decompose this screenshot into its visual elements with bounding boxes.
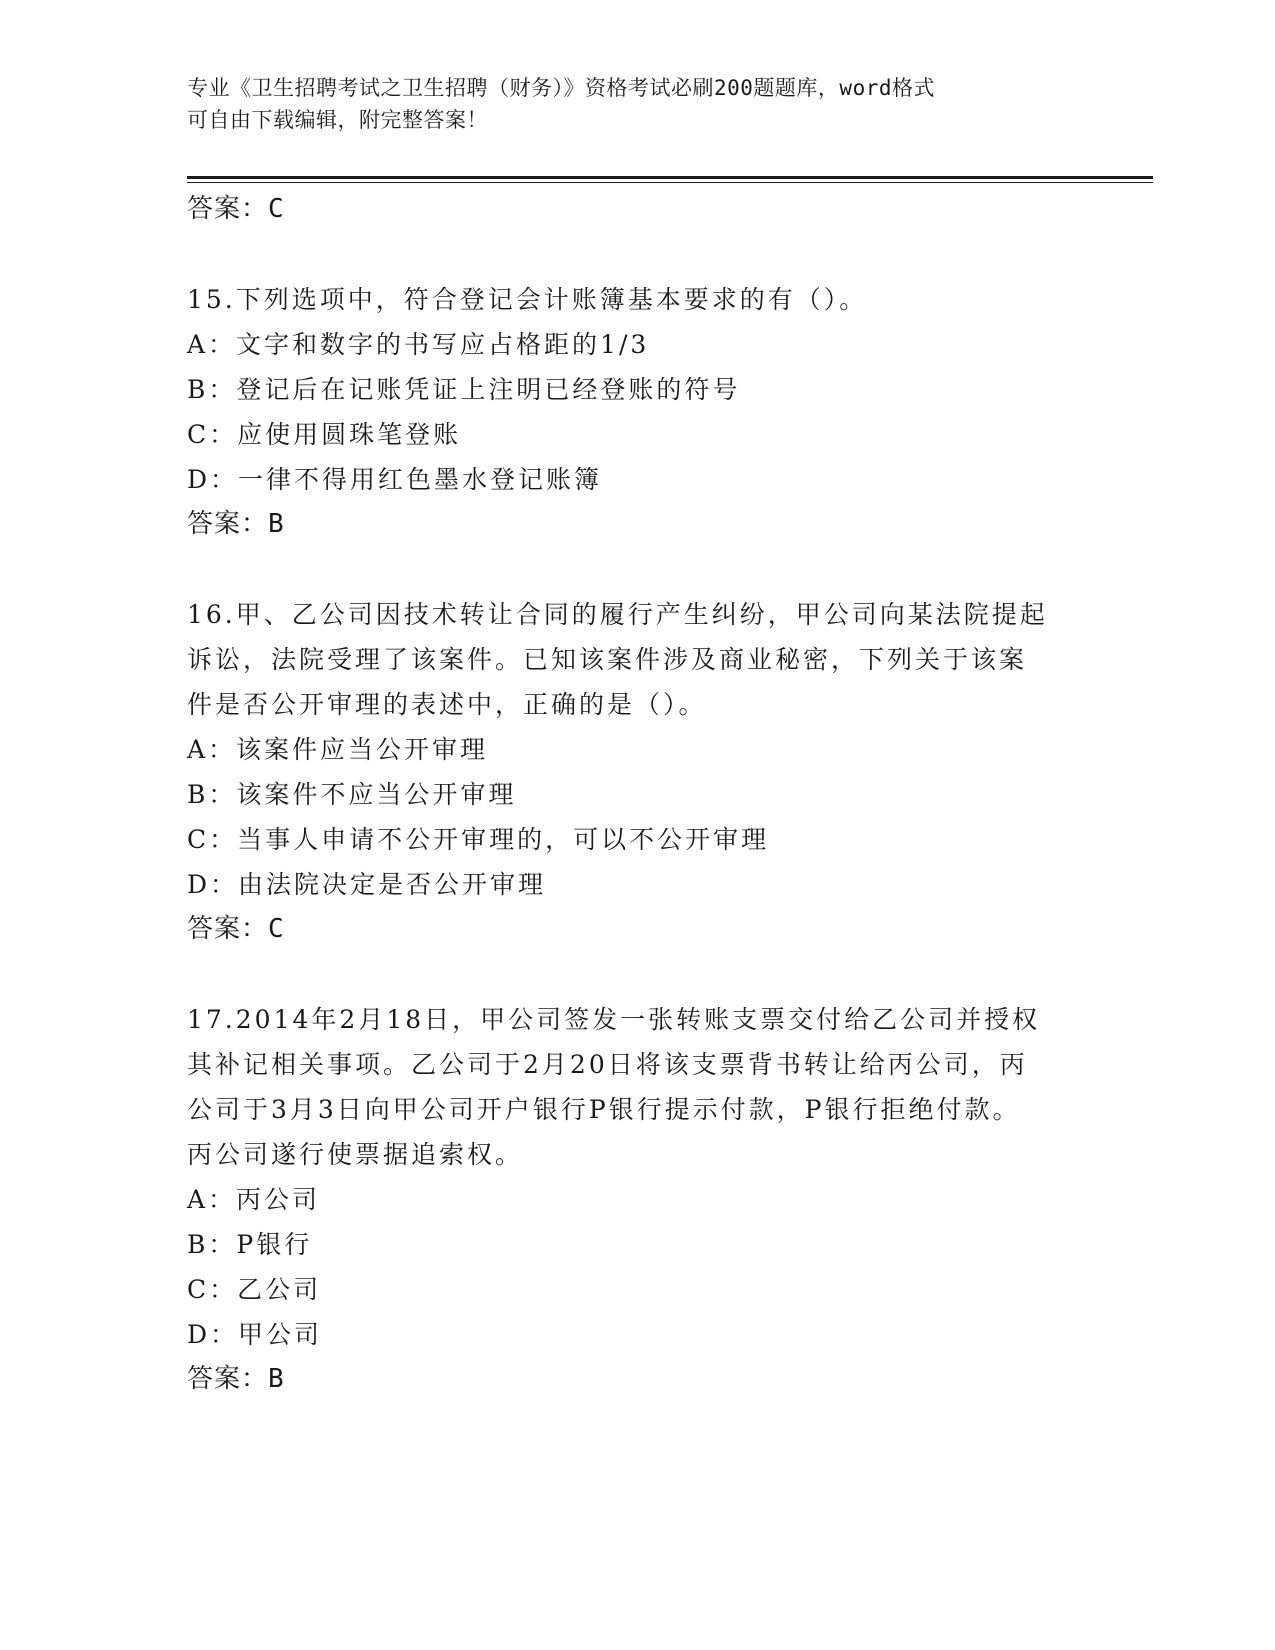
spacer: [187, 232, 1087, 277]
question-17: [187, 997, 1087, 1402]
option-a: A：该案件应当公开审理: [187, 735, 489, 764]
option-d: D：一律不得用红色墨水登记账簿: [187, 465, 603, 494]
document-body: [187, 187, 1087, 1402]
question-stem: 诉讼，法院受理了该案件。已知该案件涉及商业秘密，下列关于该案: [187, 645, 1028, 674]
question-15: [187, 277, 1087, 547]
answer: 答案：B: [187, 1364, 285, 1394]
question-stem: 17.2014年2月18日，甲公司签发一张转账支票交付给乙公司并授权: [187, 1005, 1041, 1034]
question-stem: 件是否公开审理的表述中，正确的是（）。: [187, 690, 707, 719]
option-d: D：由法院决定是否公开审理: [187, 870, 547, 899]
question-stem: 16.甲、乙公司因技术转让合同的履行产生纠纷，甲公司向某法院提起: [187, 600, 1048, 629]
spacer: [187, 547, 1087, 592]
option-b: B：登记后在记账凭证上注明已经登账的符号: [187, 375, 741, 404]
question-16: [187, 592, 1087, 952]
option-a: A：丙公司: [187, 1185, 321, 1214]
document-header: [187, 72, 1067, 136]
option-c: C：应使用圆珠笔登账: [187, 420, 462, 449]
option-c: C：当事人申请不公开审理的，可以不公开审理: [187, 825, 770, 854]
option-a: A：文字和数字的书写应占格距的1/3: [187, 330, 650, 359]
header-line-1: 专业《卫生招聘考试之卫生招聘（财务）》资格考试必刷200题题库，word格式: [187, 76, 935, 100]
question-stem: 其补记相关事项。乙公司于2月20日将该支票背书转让给丙公司，丙: [187, 1050, 1028, 1079]
question-stem: 15.下列选项中，符合登记会计账簿基本要求的有（）。: [187, 285, 868, 314]
option-b: B：该案件不应当公开审理: [187, 780, 517, 809]
header-rule-thin: [187, 182, 1153, 183]
option-b: B：P银行: [187, 1230, 313, 1259]
header-line-2: 可自由下载编辑，附完整答案！: [187, 108, 488, 132]
spacer: [187, 952, 1087, 997]
question-stem: 公司于3月3日向甲公司开户银行P银行提示付款，P银行拒绝付款。: [187, 1095, 1021, 1124]
answer: 答案：B: [187, 509, 285, 539]
option-d: D：甲公司: [187, 1320, 323, 1349]
question-stem: 丙公司遂行使票据追索权。: [187, 1140, 524, 1169]
header-rule-thick: [187, 176, 1153, 179]
previous-answer: 答案：C: [187, 194, 285, 224]
option-c: C：乙公司: [187, 1275, 322, 1304]
answer: 答案：C: [187, 914, 285, 944]
